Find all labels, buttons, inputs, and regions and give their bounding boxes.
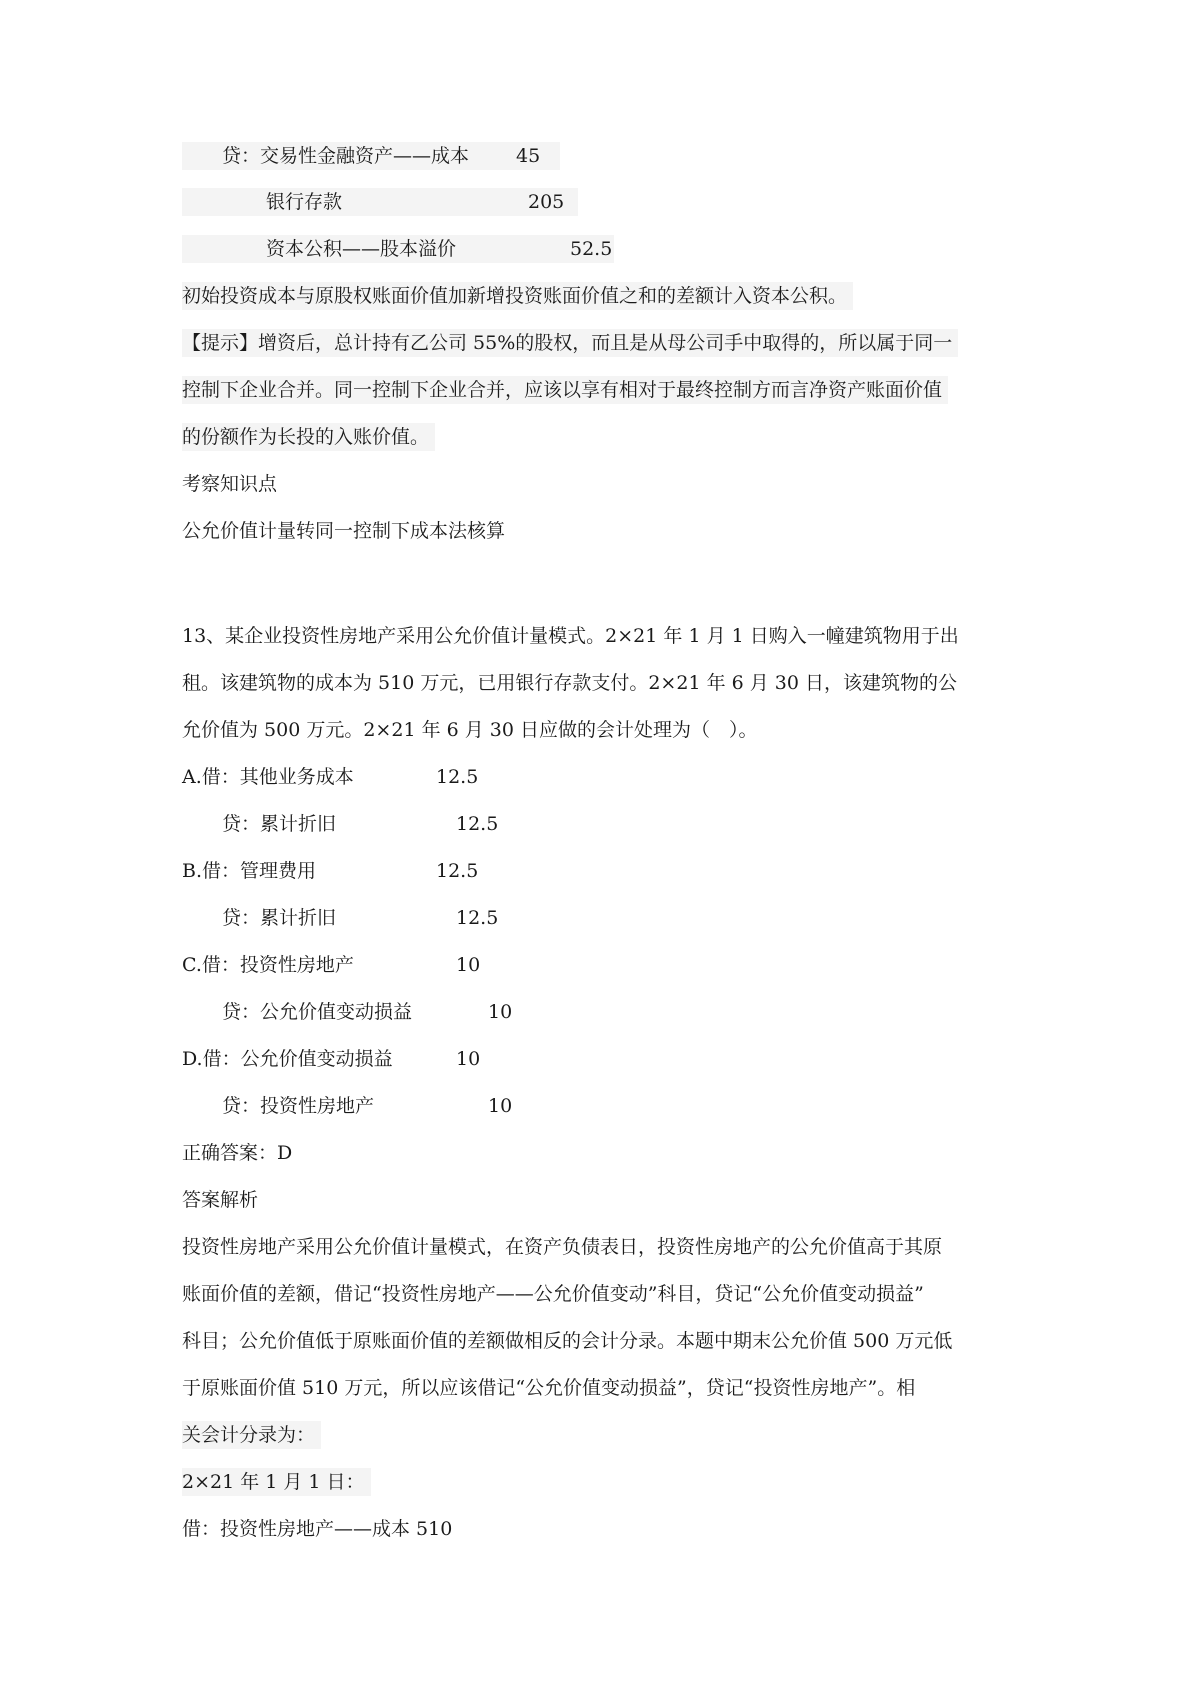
correct-answer: 正确答案：D xyxy=(182,1142,293,1164)
tip-line-1: 【提示】增资后，总计持有乙公司 55%的股权，而且是从母公司手中取得的，所以属于同一 xyxy=(182,329,958,357)
option-d-credit-amount: 10 xyxy=(488,1095,513,1117)
option-b-credit-amount: 12.5 xyxy=(456,907,499,929)
option-a-debit-label: A.借：其他业务成本 xyxy=(182,766,354,788)
option-d-debit-amount: 10 xyxy=(456,1048,481,1070)
option-a-debit-amount: 12.5 xyxy=(436,766,479,788)
entry-bank-line xyxy=(182,188,578,216)
entry-credit-label: 贷：交易性金融资产——成本 xyxy=(222,145,470,167)
analysis-para-3: 科目；公允价值低于原账面价值的差额做相反的会计分录。本题中期末公允价值 500 万元低 xyxy=(182,1330,953,1352)
entry-credit-line xyxy=(182,142,560,170)
option-d-debit-label: D.借：公允价值变动损益 xyxy=(182,1048,393,1070)
question-line-2: 租。该建筑物的成本为 510 万元，已用银行存款支付。2×21 年 6 月 30 日，该建筑物的公 xyxy=(182,672,957,694)
tip-line-3: 的份额作为长投的入账价值。 xyxy=(182,423,435,451)
entry-capital-amount: 52.5 xyxy=(570,238,613,260)
question-line-3: 允价值为 500 万元。2×21 年 6 月 30 日应做的会计处理为（ ）。 xyxy=(182,719,758,741)
knowledge-point-label: 考察知识点 xyxy=(182,473,278,495)
analysis-para-4: 于原账面价值 510 万元，所以应该借记“公允价值变动损益”，贷记“投资性房地产”。相 xyxy=(182,1377,916,1399)
entry-capital-label: 资本公积——股本溢价 xyxy=(266,238,457,260)
entry-capital-line xyxy=(182,235,614,263)
question-line-1: 13、某企业投资性房地产采用公允价值计量模式。2×21 年 1 月 1 日购入一幢建筑物用于出 xyxy=(182,625,959,647)
analysis-label: 答案解析 xyxy=(182,1189,259,1211)
analysis-para-1: 投资性房地产采用公允价值计量模式，在资产负债表日，投资性房地产的公允价值高于其原 xyxy=(182,1236,943,1258)
option-b-debit-amount: 12.5 xyxy=(436,860,479,882)
option-a-credit-amount: 12.5 xyxy=(456,813,499,835)
entry-bank-label: 银行存款 xyxy=(266,191,343,213)
option-a-credit-label: 贷：累计折旧 xyxy=(222,813,337,835)
entry-date: 2×21 年 1 月 1 日： xyxy=(182,1468,371,1496)
explain-line-1: 初始投资成本与原股权账面价值加新增投资账面价值之和的差额计入资本公积。 xyxy=(182,282,853,310)
option-c-debit-amount: 10 xyxy=(456,954,481,976)
option-d-credit-label: 贷：投资性房地产 xyxy=(222,1095,375,1117)
analysis-para-5: 关会计分录为： xyxy=(182,1421,321,1449)
option-c-debit-label: C.借：投资性房地产 xyxy=(182,954,354,976)
knowledge-point-value: 公允价值计量转同一控制下成本法核算 xyxy=(182,520,506,542)
tip-line-2: 控制下企业合并。同一控制下企业合并，应该以享有相对于最终控制方而言净资产账面价值 xyxy=(182,376,948,404)
entry-line: 借：投资性房地产——成本 510 xyxy=(182,1518,453,1540)
option-c-credit-label: 贷：公允价值变动损益 xyxy=(222,1001,413,1023)
entry-bank-amount: 205 xyxy=(528,191,565,213)
option-b-debit-label: B.借：管理费用 xyxy=(182,860,317,882)
entry-credit-amount: 45 xyxy=(516,145,541,167)
option-c-credit-amount: 10 xyxy=(488,1001,513,1023)
analysis-para-2: 账面价值的差额，借记“投资性房地产——公允价值变动”科目，贷记“公允价值变动损益” xyxy=(182,1283,924,1305)
option-b-credit-label: 贷：累计折旧 xyxy=(222,907,337,929)
